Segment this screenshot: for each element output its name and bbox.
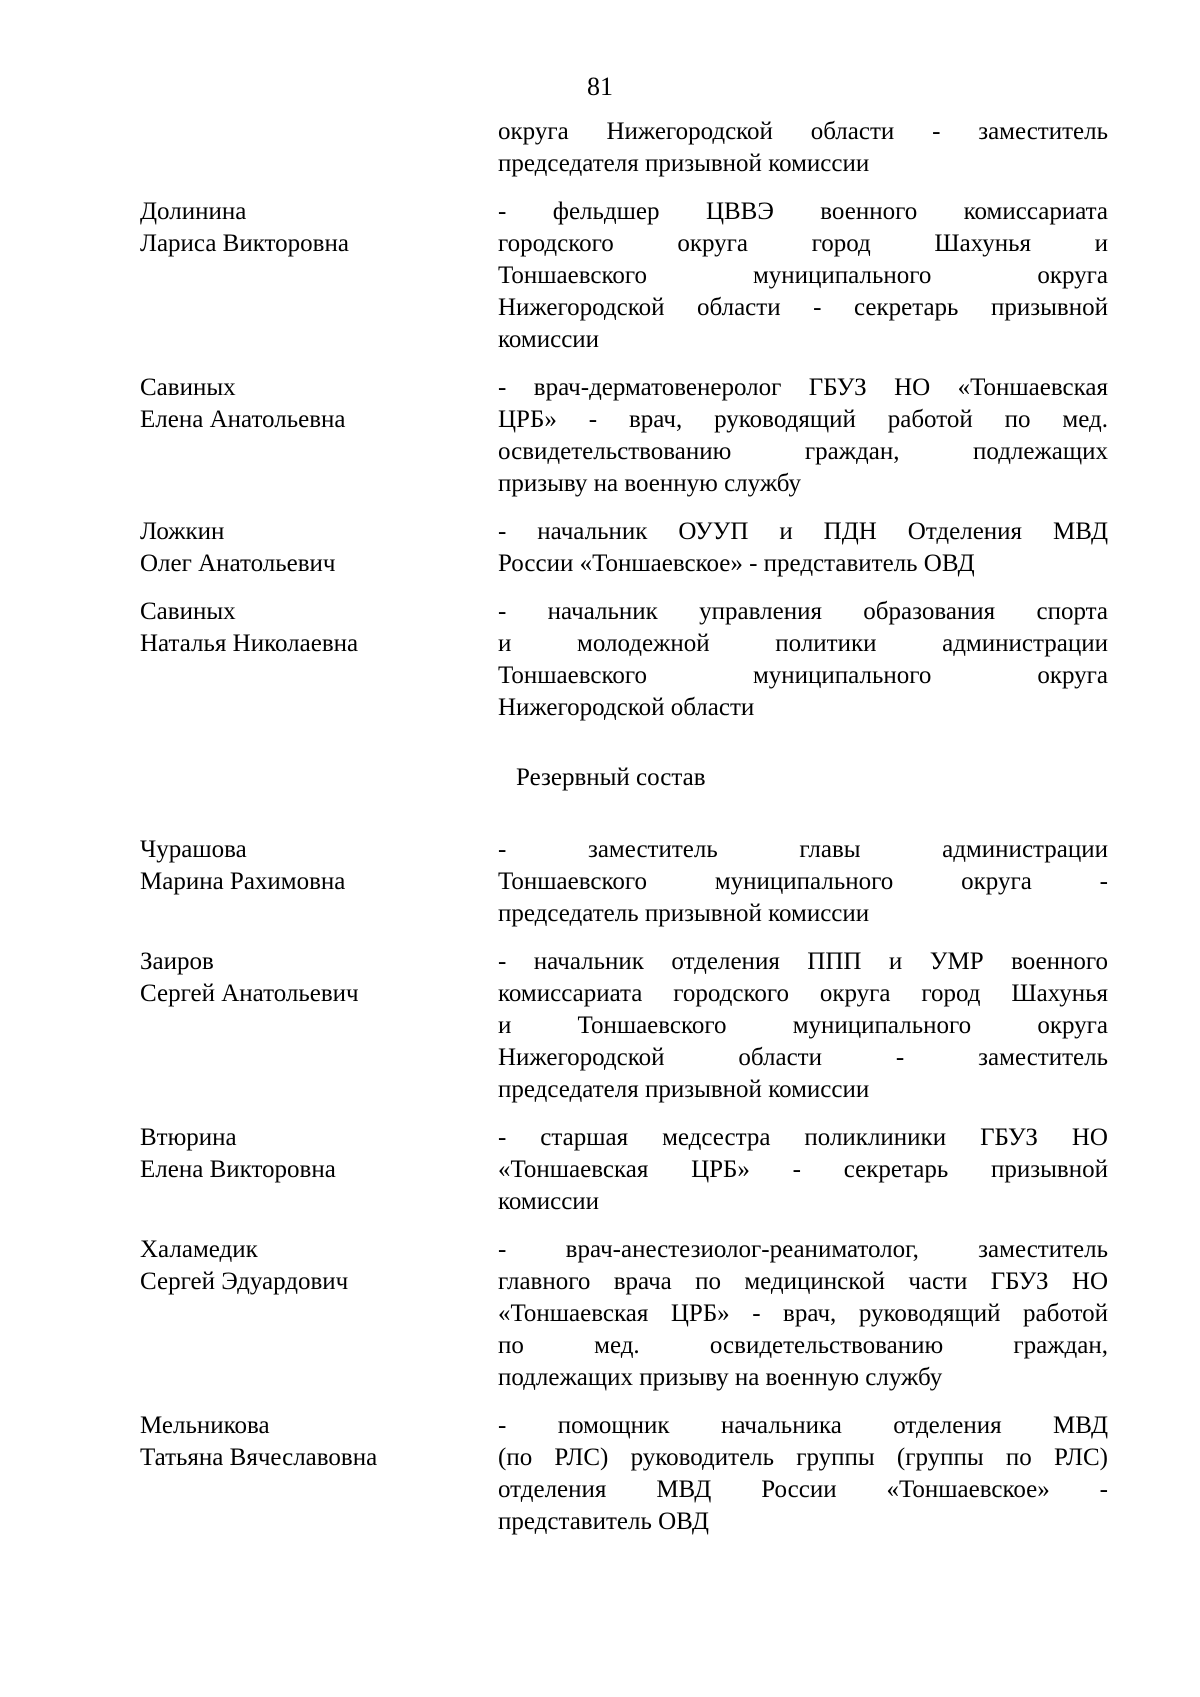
position-line: главного врача по медицинской части ГБУЗ НО <box>498 1268 1108 1295</box>
document-body <box>0 116 1200 1538</box>
position-line: «Тоншаевская ЦРБ» - секретарь призывной <box>498 1156 1108 1183</box>
position-line: - помощник начальника отделения МВД <box>498 1412 1108 1439</box>
position-line: и молодежной политики администрации <box>498 630 1108 657</box>
member-position <box>498 196 1108 356</box>
member-name <box>140 196 480 260</box>
position-line: округа Нижегородской области - заместитель <box>498 118 1108 145</box>
member-entry <box>0 196 1200 356</box>
member-given-names: Сергей Эдуардович <box>140 1268 349 1295</box>
section-title: Резервный состав <box>516 764 706 791</box>
position-line: ЦРБ» - врач, руководящий работой по мед. <box>498 406 1108 433</box>
position-line: комиссии <box>498 1188 600 1215</box>
position-line: Нижегородской области <box>498 694 755 721</box>
member-given-names: Лариса Викторовна <box>140 230 349 257</box>
position-line: - врач-анестезиолог-реаниматолог, заместитель <box>498 1236 1108 1263</box>
member-entry <box>0 946 1200 1106</box>
member-surname: Савиных <box>140 374 236 401</box>
member-name <box>140 834 480 898</box>
member-surname: Чурашова <box>140 836 247 863</box>
position-line: (по РЛС) руководитель группы (группы по РЛС) <box>498 1444 1108 1471</box>
member-given-names: Елена Викторовна <box>140 1156 336 1183</box>
commission-main-list <box>0 116 1200 724</box>
member-given-names: Елена Анатольевна <box>140 406 346 433</box>
position-line: «Тоншаевская ЦРБ» - врач, руководящий работой <box>498 1300 1108 1327</box>
position-line: Нижегородской области - секретарь призывной <box>498 294 1108 321</box>
member-position <box>498 1234 1108 1394</box>
position-line: председателя призывной комиссии <box>498 1076 870 1103</box>
member-surname: Долинина <box>140 198 247 225</box>
position-line: городского округа город Шахунья и <box>498 230 1108 257</box>
position-line: председателя призывной комиссии <box>498 150 870 177</box>
member-position <box>498 946 1108 1106</box>
member-given-names: Марина Рахимовна <box>140 868 346 895</box>
member-entry <box>0 116 1200 180</box>
position-line: комиссариата городского округа город Шахунья <box>498 980 1108 1007</box>
position-line: комиссии <box>498 326 600 353</box>
member-name <box>140 1410 480 1474</box>
position-line: представитель ОВД <box>498 1508 709 1535</box>
position-line: России «Тоншаевское» - представитель ОВД <box>498 550 975 577</box>
member-position <box>498 1410 1108 1538</box>
position-line: председатель призывной комиссии <box>498 900 870 927</box>
member-name <box>140 1234 480 1298</box>
page-number: 81 <box>587 72 613 101</box>
member-entry <box>0 1122 1200 1218</box>
member-surname: Втюрина <box>140 1124 237 1151</box>
member-entry <box>0 372 1200 500</box>
position-line: - врач-дерматовенеролог ГБУЗ НО «Тоншаевская <box>498 374 1108 401</box>
position-line: - начальник управления образования спорта <box>498 598 1108 625</box>
position-line: - начальник ОУУП и ПДН Отделения МВД <box>498 518 1108 545</box>
position-line: - старшая медсестра поликлиники ГБУЗ НО <box>498 1124 1108 1151</box>
member-surname: Савиных <box>140 598 236 625</box>
position-line: Тоншаевского муниципального округа <box>498 262 1108 289</box>
member-entry <box>0 516 1200 580</box>
member-position <box>498 372 1108 500</box>
position-line: по мед. освидетельствованию граждан, <box>498 1332 1108 1359</box>
position-line: Нижегородской области - заместитель <box>498 1044 1108 1071</box>
member-given-names: Сергей Анатольевич <box>140 980 359 1007</box>
member-position <box>498 596 1108 724</box>
position-line: освидетельствованию граждан, подлежащих <box>498 438 1108 465</box>
member-name <box>140 596 480 660</box>
member-entry <box>0 596 1200 724</box>
member-name <box>140 946 480 1010</box>
position-line: - фельдшер ЦВВЭ военного комиссариата <box>498 198 1108 225</box>
member-entry <box>0 834 1200 930</box>
member-surname: Заиров <box>140 948 214 975</box>
member-surname: Ложкин <box>140 518 225 545</box>
member-position <box>498 834 1108 930</box>
position-line: подлежащих призыву на военную службу <box>498 1364 943 1391</box>
member-surname: Мельникова <box>140 1412 270 1439</box>
position-line: отделения МВД России «Тоншаевское» - <box>498 1476 1108 1503</box>
member-given-names: Татьяна Вячеславовна <box>140 1444 378 1471</box>
member-entry <box>0 1410 1200 1538</box>
position-line: - начальник отделения ППП и УМР военного <box>498 948 1108 975</box>
position-line: - заместитель главы администрации <box>498 836 1108 863</box>
member-position <box>498 1122 1108 1218</box>
member-given-names: Олег Анатольевич <box>140 550 336 577</box>
position-line: и Тоншаевского муниципального округа <box>498 1012 1108 1039</box>
position-line: Тоншаевского муниципального округа <box>498 662 1108 689</box>
member-name <box>140 516 480 580</box>
member-position <box>498 516 1108 580</box>
member-name <box>140 1122 480 1186</box>
member-position <box>498 116 1108 180</box>
member-entry <box>0 1234 1200 1394</box>
position-line: призыву на военную службу <box>498 470 802 497</box>
member-surname: Халамедик <box>140 1236 258 1263</box>
position-line: Тоншаевского муниципального округа - <box>498 868 1108 895</box>
commission-reserve-list <box>0 834 1200 1538</box>
member-name <box>140 372 480 436</box>
member-given-names: Наталья Николаевна <box>140 630 359 657</box>
